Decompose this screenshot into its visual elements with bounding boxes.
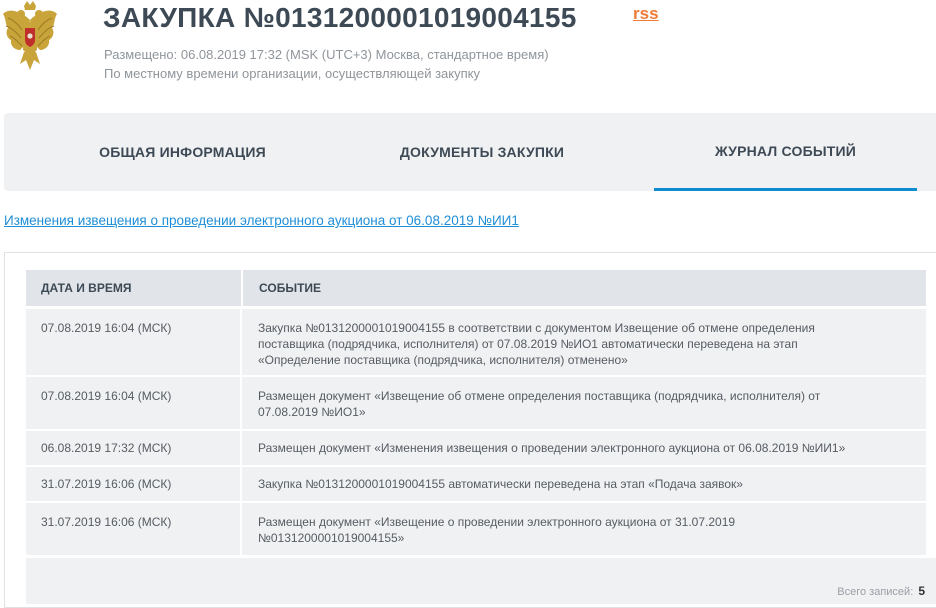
notice-changes-link[interactable]: Изменения извещения о проведении электронного аукциона от 06.08.2019 №ИИ1 <box>4 213 519 228</box>
rss-link[interactable]: rss <box>633 4 659 23</box>
table-footer <box>26 558 936 604</box>
event-description: Размещен документ «Извещение о проведении электронного аукциона от 31.07.2019 №0131200001019004155» <box>242 503 926 555</box>
event-description: Размещен документ «Извещение об отмене определения поставщика (подрядчика, исполнителя) от 07.08.2019 №ИО1» <box>242 377 926 429</box>
header-divider <box>241 270 243 306</box>
total-records-label: Всего записей: <box>837 586 914 598</box>
event-date: 06.08.2019 17:32 (МСК) <box>26 431 240 465</box>
event-date: 31.07.2019 16:06 (МСК) <box>26 503 240 555</box>
table-header <box>26 270 926 306</box>
event-description: Закупка №0131200001019004155 автоматически переведена на этап «Подача заявок» <box>242 467 926 501</box>
tab-general-info[interactable]: ОБЩАЯ ИНФОРМАЦИЯ <box>99 144 266 160</box>
event-date: 07.08.2019 16:04 (МСК) <box>26 309 240 375</box>
table-row <box>26 503 926 555</box>
tab-event-log[interactable]: ЖУРНАЛ СОБЫТИЙ <box>654 113 917 191</box>
event-log-panel <box>4 252 936 608</box>
table-row <box>26 309 926 375</box>
tab-bar <box>4 113 936 191</box>
total-records-count: 5 <box>918 584 925 598</box>
table-row <box>26 467 926 501</box>
posted-date: Размещено: 06.08.2019 17:32 (MSK (UTC+3) Москва, стандартное время) <box>104 47 549 62</box>
page-title: ЗАКУПКА №0131200001019004155 <box>103 2 577 33</box>
coat-of-arms-icon <box>2 0 58 78</box>
column-header-date: ДАТА И ВРЕМЯ <box>41 281 132 295</box>
event-description: Закупка №0131200001019004155 в соответствии с документом Извещение об отмене определения поставщика (подрядчика, исполнителя) от 07.08.2019 №ИО1 автоматически переведена на этап «Определение поставщика (подрядчика, исполнителя) отменено» <box>242 309 926 375</box>
timezone-note: По местному времени организации, осуществляющей закупку <box>104 66 480 81</box>
event-date: 07.08.2019 16:04 (МСК) <box>26 377 240 429</box>
event-description: Размещен документ «Изменения извещения о проведении электронного аукциона от 06.08.2019 №ИИ1» <box>242 431 926 465</box>
table-row <box>26 377 926 429</box>
column-header-event: СОБЫТИЕ <box>259 281 322 295</box>
event-date: 31.07.2019 16:06 (МСК) <box>26 467 240 501</box>
total-records <box>837 584 925 598</box>
table-row <box>26 431 926 465</box>
tab-documents[interactable]: ДОКУМЕНТЫ ЗАКУПКИ <box>399 144 565 160</box>
